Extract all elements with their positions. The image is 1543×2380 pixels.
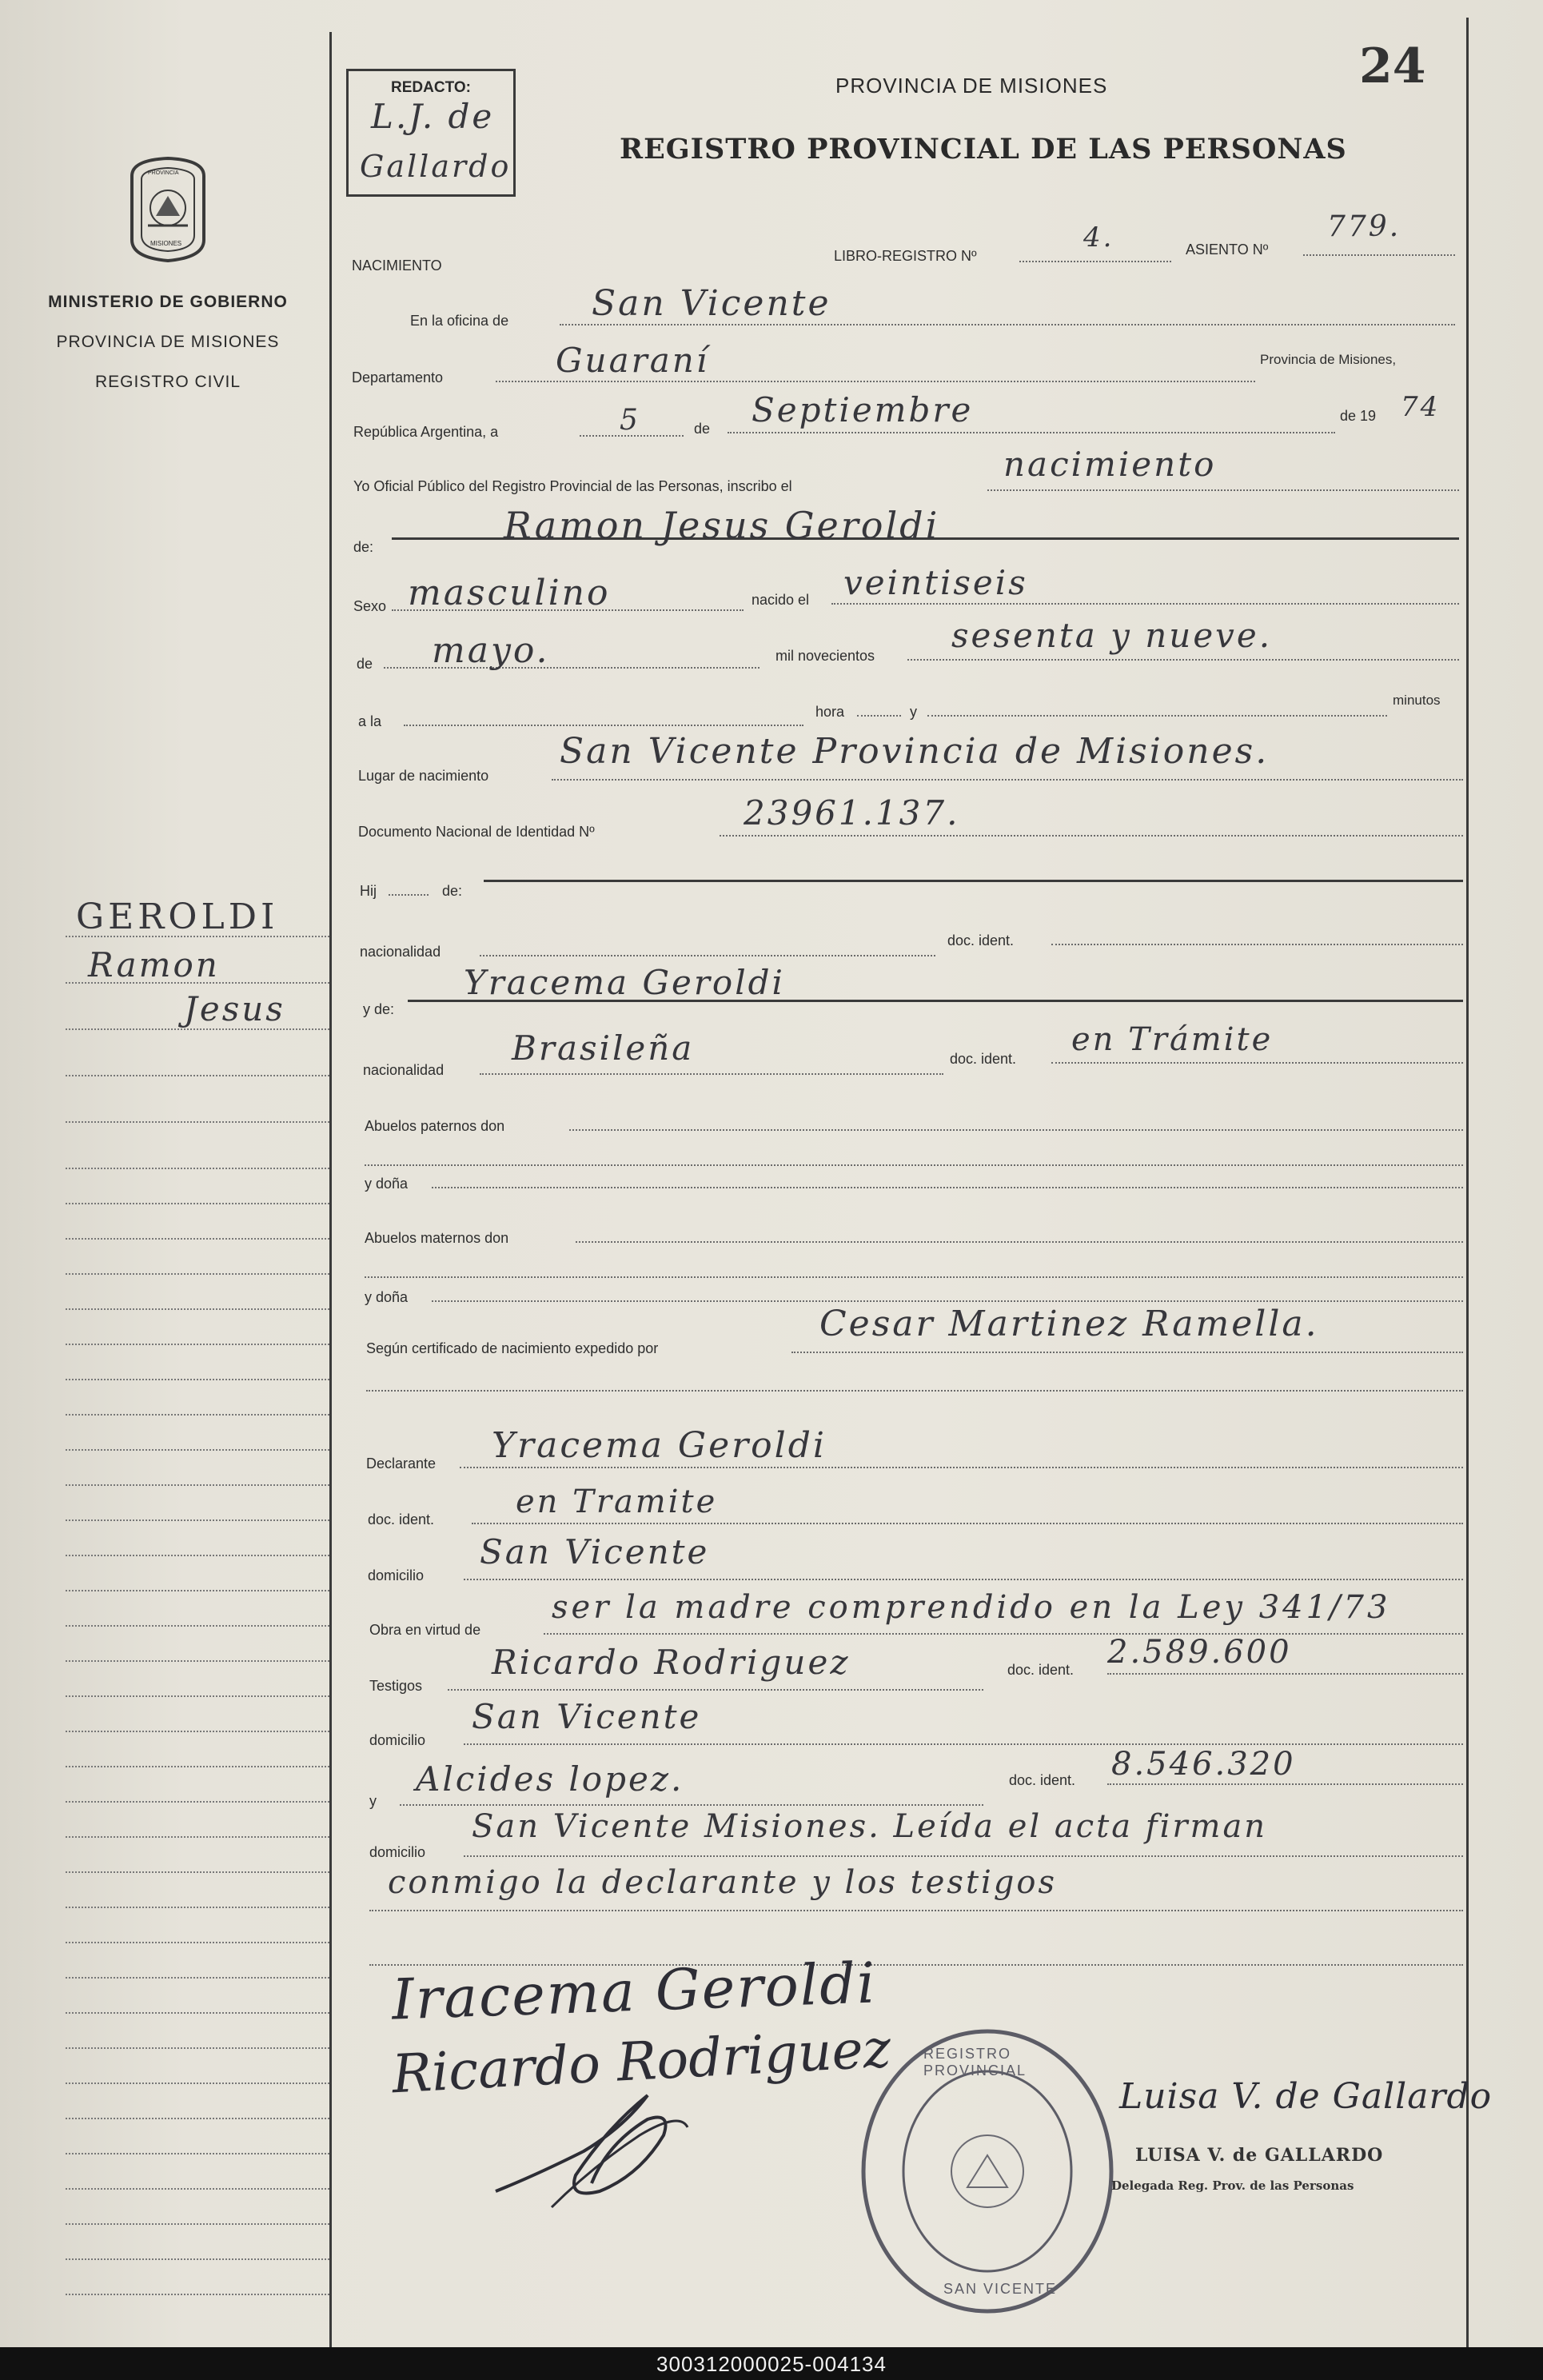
page-number: 24 <box>1359 38 1426 94</box>
y-label: y <box>910 704 917 720</box>
oficial-label: Yo Oficial Público del Registro Provincial de las Personas, inscribo el <box>353 478 792 494</box>
margin-rule <box>66 1484 329 1486</box>
domicilio2-line <box>464 1743 1463 1745</box>
dia-value: 5 <box>620 404 640 437</box>
dni-value: 23961.137. <box>744 793 960 833</box>
docident2-label: doc. ident. <box>950 1051 1017 1067</box>
declarante-value: Yracema Geroldi <box>492 1425 827 1466</box>
docident3-value: en Tramite <box>516 1484 718 1520</box>
ydona2-label: y doña <box>365 1289 409 1305</box>
oficina-label: En la oficina de <box>410 313 509 329</box>
nacionalidad-line <box>480 955 935 956</box>
margin-rule <box>66 1871 329 1873</box>
margin-rule <box>66 1590 329 1591</box>
margin-rule <box>66 1238 329 1240</box>
abuelos-maternos-label: Abuelos maternos don <box>365 1230 509 1246</box>
yde-label: y de: <box>363 1001 395 1017</box>
hij-label: Hij <box>360 883 377 899</box>
oficina-value: San Vicente <box>592 283 831 324</box>
margin-rule <box>66 1168 329 1169</box>
mil-line <box>907 659 1459 661</box>
oficina-line <box>560 324 1455 325</box>
obra-value: ser la madre comprendido en la Ley 341/73 <box>552 1589 1391 1626</box>
testigo1-value: Ricardo Rodriguez <box>492 1643 851 1682</box>
margin-rule <box>66 1028 329 1030</box>
margin-rule <box>66 1449 329 1451</box>
segun-line <box>791 1352 1463 1353</box>
ydona2-line <box>432 1300 1463 1302</box>
seal-bottom-text: MISIONES <box>150 240 182 247</box>
continuation-value: conmigo la declarante y los testigos <box>388 1864 1058 1901</box>
margin-rule <box>66 1731 329 1732</box>
docident5-label: doc. ident. <box>1009 1772 1076 1788</box>
margin-rule <box>66 1308 329 1310</box>
ministry-line2: PROVINCIA DE MISIONES <box>56 333 280 351</box>
margin-rule <box>66 1977 329 1979</box>
mes-line <box>728 432 1335 433</box>
official-stamp <box>855 2023 1119 2319</box>
margin-rule <box>66 1203 329 1204</box>
margin-rule <box>66 2223 329 2225</box>
nacido-line <box>831 603 1459 605</box>
margin-rule <box>66 1836 329 1838</box>
margin-rule <box>66 1344 329 1345</box>
margin-rule <box>66 1625 329 1627</box>
margin-rule <box>66 1907 329 1908</box>
libro-label: LIBRO-REGISTRO Nº <box>834 248 977 264</box>
abuelos-paternos-line2 <box>365 1164 1463 1166</box>
de2-label: de <box>357 656 373 672</box>
margin-rule <box>66 2118 329 2119</box>
margin-rule <box>66 982 329 984</box>
asiento-line <box>1303 254 1455 256</box>
domicilio3-label: domicilio <box>369 1844 426 1860</box>
margin-rule <box>66 2188 329 2190</box>
asiento-label: ASIENTO Nº <box>1186 242 1269 258</box>
margin-first-name: Ramon <box>88 945 220 984</box>
departamento-value: Guaraní <box>556 341 710 380</box>
docident3-line <box>472 1523 1463 1524</box>
domicilio2-label: domicilio <box>369 1732 426 1748</box>
docident-label: doc. ident. <box>947 932 1015 948</box>
nombre-value: Ramon Jesus Geroldi <box>504 504 940 547</box>
madre-value: Yracema Geroldi <box>464 963 785 1002</box>
dni-label: Documento Nacional de Identidad Nº <box>358 824 595 840</box>
hij-line <box>389 894 429 896</box>
obra-line <box>544 1633 1463 1635</box>
ydona1-label: y doña <box>365 1176 409 1192</box>
ministry-line3: REGISTRO CIVIL <box>94 373 241 391</box>
docident-line <box>1051 944 1463 945</box>
redacto-box <box>346 69 516 197</box>
margin-rule <box>66 1660 329 1662</box>
obra-label: Obra en virtud de <box>369 1622 481 1638</box>
margin-rule <box>66 2153 329 2154</box>
scribble-signature <box>488 2079 704 2215</box>
nacionalidad2-value: Brasileña <box>512 1028 695 1068</box>
margin-rule <box>66 2047 329 2049</box>
libro-value: 4. <box>1083 222 1114 254</box>
padre-line <box>484 880 1463 882</box>
docident3-label: doc. ident. <box>368 1511 435 1527</box>
mil-label: mil novecientos <box>775 648 875 664</box>
left-vertical-rule <box>329 32 332 2347</box>
nacionalidad2-label: nacionalidad <box>363 1062 445 1078</box>
hij-de-label: de: <box>442 883 463 899</box>
testigo1-line <box>448 1689 983 1691</box>
margin-rule <box>66 1414 329 1416</box>
signature-declarante: Iracema Geroldi <box>390 1950 878 2033</box>
docident2-value: en Trámite <box>1071 1021 1274 1058</box>
minutos-label: minutos <box>1393 693 1441 708</box>
domicilio3-value: San Vicente Misiones. Leída el acta firman <box>472 1808 1268 1845</box>
footer-bar <box>0 2347 1543 2380</box>
margin-rule <box>66 1766 329 1767</box>
de-name-label: de: <box>353 539 374 555</box>
y2-label: y <box>369 1793 377 1809</box>
domicilio-value: San Vicente <box>480 1532 710 1571</box>
margin-second-name: Jesus <box>184 989 285 1028</box>
margin-rule <box>66 1075 329 1076</box>
domicilio-line <box>464 1579 1463 1580</box>
margin-rule <box>66 1379 329 1380</box>
mes2-value: mayo. <box>432 630 550 671</box>
margin-rule <box>66 1942 329 1943</box>
anio-label: de 19 <box>1340 408 1377 424</box>
ala-line <box>404 725 803 726</box>
official-signature: Luisa V. de Gallardo <box>1119 2076 1493 2117</box>
margin-rule <box>66 1695 329 1697</box>
hora-line <box>857 715 901 717</box>
sexo-label: Sexo <box>353 598 387 614</box>
docident4-label: doc. ident. <box>1007 1662 1075 1678</box>
testigo2-line <box>400 1804 983 1806</box>
nacido-value: veintiseis <box>843 563 1028 602</box>
oficial-line <box>987 489 1459 491</box>
departamento-line <box>496 381 1255 382</box>
official-name: LUISA V. de GALLARDO <box>1135 2145 1384 2166</box>
margin-rule <box>66 1555 329 1556</box>
stamp-bottom-text: SAN VICENTE <box>943 2281 1058 2297</box>
minutos-line <box>927 715 1387 717</box>
nacimiento-label: NACIMIENTO <box>352 258 442 274</box>
continuation-line <box>369 1910 1463 1911</box>
docident2-line <box>1051 1062 1463 1064</box>
abuelos-paternos-line <box>569 1129 1463 1131</box>
sexo-value: masculino <box>408 573 611 613</box>
signature-witness: Ricardo Rodriguez <box>390 2017 893 2106</box>
right-vertical-rule <box>1466 18 1469 2347</box>
domicilio3-line <box>464 1855 1463 1857</box>
docident5-value: 8.546.320 <box>1111 1746 1296 1783</box>
margin-rule <box>66 1273 329 1275</box>
registry-title: REGISTRO PROVINCIAL DE LAS PERSONAS <box>620 133 1347 166</box>
segun-label: Según certificado de nacimiento expedido por <box>366 1340 659 1356</box>
ydona1-line <box>432 1187 1463 1188</box>
libro-line <box>1019 261 1171 262</box>
mes-value: Septiembre <box>752 390 974 429</box>
domicilio2-value: San Vicente <box>472 1697 702 1736</box>
republica-label: República Argentina, a <box>353 424 499 440</box>
nacionalidad2-line <box>480 1073 943 1075</box>
provincia-label: Provincia de Misiones, <box>1260 352 1397 367</box>
abuelos-maternos-line2 <box>365 1276 1463 1278</box>
margin-rule <box>66 2012 329 2014</box>
declarante-line <box>460 1467 1463 1468</box>
domicilio-label: domicilio <box>368 1567 425 1583</box>
margin-surname: GEROLDI <box>76 896 279 937</box>
lugar-label: Lugar de nacimiento <box>358 768 489 784</box>
docident5-line <box>1107 1783 1463 1785</box>
margin-rule <box>66 1121 329 1123</box>
lugar-value: San Vicente Provincia de Misiones. <box>560 731 1270 772</box>
departamento-label: Departamento <box>352 369 444 385</box>
testigo2-value: Alcides lopez. <box>416 1759 684 1799</box>
margin-rule <box>66 2294 329 2295</box>
asiento-value: 779. <box>1327 210 1401 243</box>
anio-value: 74 <box>1401 391 1441 423</box>
province-heading: PROVINCIA DE MISIONES <box>835 74 1108 98</box>
nacionalidad-label: nacionalidad <box>360 944 441 960</box>
ala-label: a la <box>358 713 382 729</box>
margin-rule <box>66 1801 329 1803</box>
segun-line2 <box>366 1390 1463 1392</box>
redacto-line2: Gallardo <box>360 149 512 184</box>
declarante-label: Declarante <box>366 1456 437 1472</box>
abuelos-maternos-line <box>576 1241 1463 1243</box>
redacto-label: REDACTO: <box>391 79 471 96</box>
ministry-line1: MINISTERIO DE GOBIERNO <box>48 293 288 311</box>
docident4-line <box>1107 1673 1463 1675</box>
segun-value: Cesar Martinez Ramella. <box>819 1304 1319 1344</box>
document-id: 300312000025-004134 <box>656 2352 887 2376</box>
hora-label: hora <box>815 704 845 720</box>
testigos-label: Testigos <box>369 1678 423 1694</box>
oficial-value: nacimiento <box>1003 445 1217 484</box>
mil-value: sesenta y nueve. <box>951 616 1273 655</box>
margin-rule <box>66 2258 329 2260</box>
abuelos-paternos-label: Abuelos paternos don <box>365 1118 505 1134</box>
redacto-line1: L.J. de <box>371 97 495 136</box>
margin-rule <box>66 936 329 937</box>
official-title: Delegada Reg. Prov. de las Personas <box>1111 2178 1354 2193</box>
seal-top-text: PROVINCIA <box>148 170 179 176</box>
docident4-value: 2.589.600 <box>1107 1634 1292 1671</box>
lugar-line <box>552 779 1463 781</box>
nacido-label: nacido el <box>752 592 810 608</box>
ministry-seal <box>124 152 212 264</box>
stamp-top-text: REGISTRO PROVINCIAL <box>923 2046 1027 2079</box>
dni-line <box>720 835 1463 837</box>
de-label: de <box>694 421 711 437</box>
margin-rule <box>66 1519 329 1521</box>
margin-rule <box>66 2082 329 2084</box>
